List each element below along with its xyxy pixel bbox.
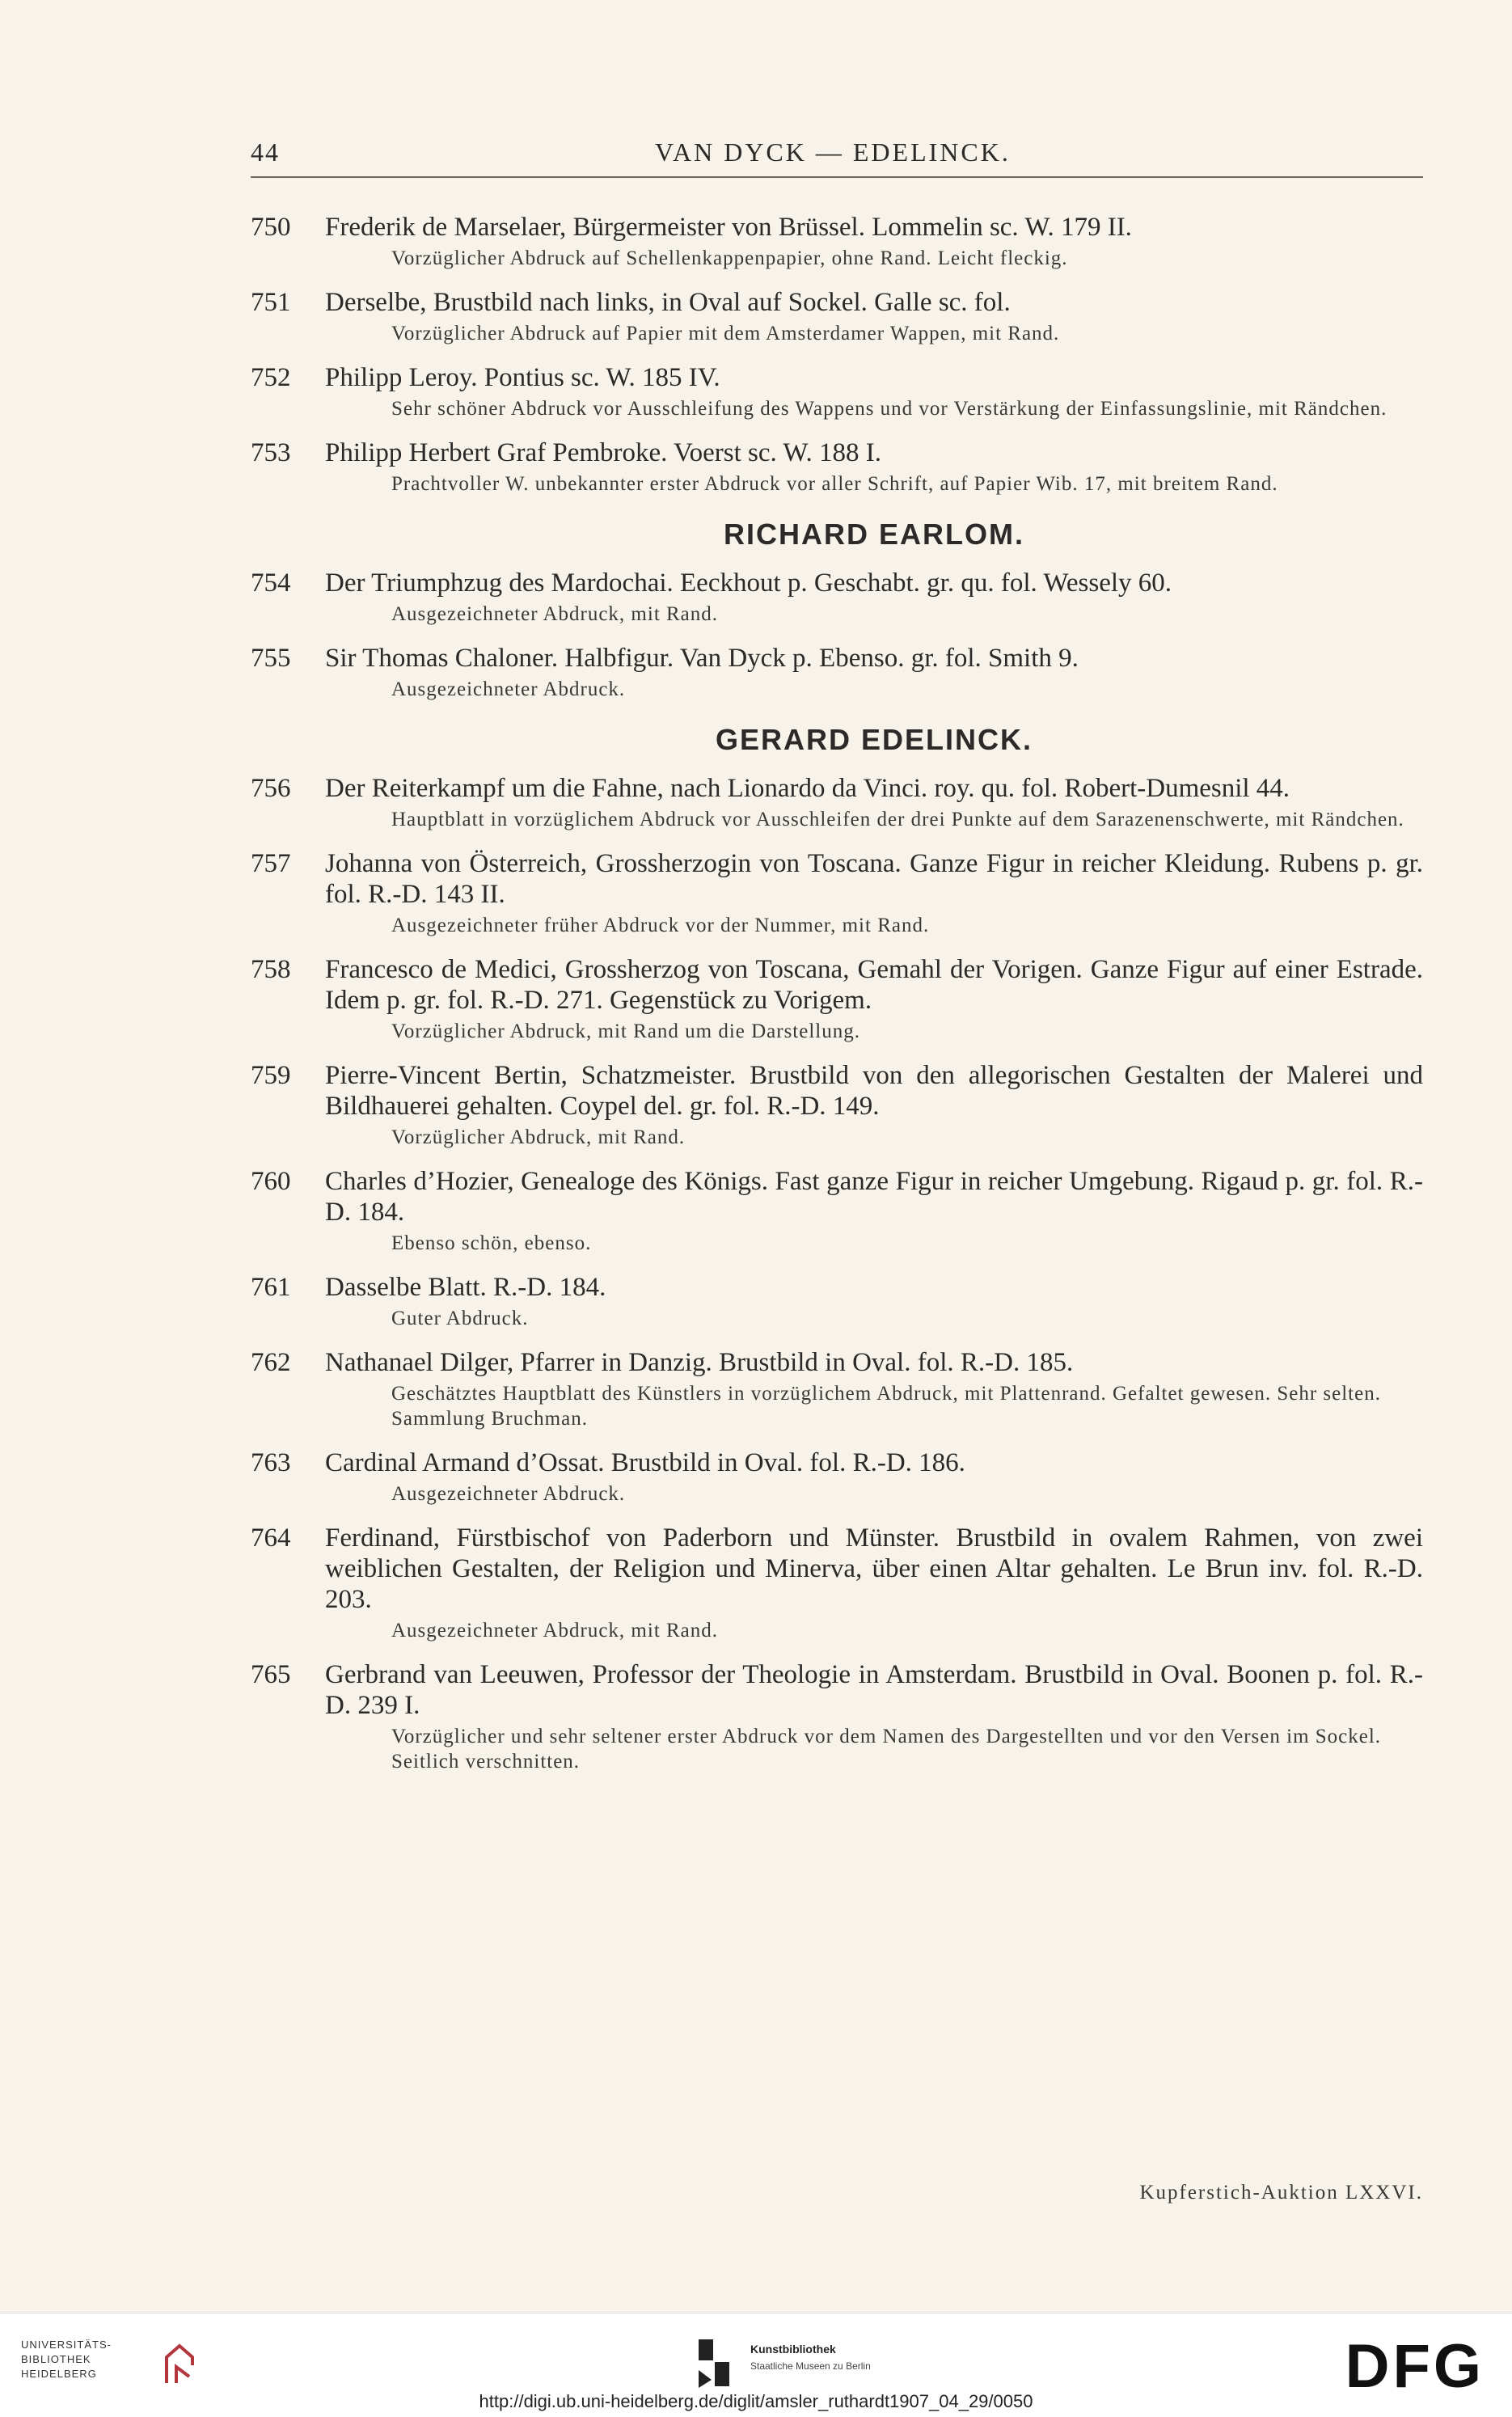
running-title: VAN DYCK — EDELINCK. bbox=[655, 137, 1011, 167]
entry-number: 765 bbox=[251, 1660, 291, 1689]
catalog-entry bbox=[251, 1447, 1423, 1506]
entry-title: Frederik de Marselaer, Bürgermeister von Brüssel. Lommelin sc. W. 179 II. bbox=[325, 213, 1132, 242]
entry-condition-note: Guter Abdruck. bbox=[391, 1308, 529, 1329]
catalog-entry bbox=[251, 212, 1423, 271]
entry-title: Gerbrand van Leeuwen, Professor der Theologie in Amsterdam. Brustbild in Oval. Boonen p. fol. R.-D. 239 I. bbox=[325, 1660, 1423, 1720]
entry-body bbox=[325, 643, 1423, 702]
entry-body bbox=[325, 1272, 1423, 1331]
entries-earlom bbox=[251, 568, 1423, 702]
catalog-entry bbox=[251, 1523, 1423, 1643]
page-header bbox=[251, 129, 1423, 178]
entry-body bbox=[325, 1447, 1423, 1506]
entry-body bbox=[325, 212, 1423, 271]
entries-edelinck bbox=[251, 773, 1423, 1774]
catalog-entry bbox=[251, 1060, 1423, 1150]
entry-number: 762 bbox=[251, 1348, 291, 1377]
entry-number: 764 bbox=[251, 1523, 291, 1553]
entry-title: Ferdinand, Fürstbischof von Paderborn und Münster. Brustbild in ovalem Rahmen, von zwei weiblichen Gestalten, der Religion und Minerva, über einen Altar gehalten. Le Brun inv. fol. R.-D. 203. bbox=[325, 1523, 1423, 1614]
entry-condition-note: Ausgezeichneter Abdruck. bbox=[391, 1483, 626, 1505]
entry-title: Francesco de Medici, Grossherzog von Toscana, Gemahl der Vorigen. Ganze Figur auf einer Estrade. Idem p. gr. fol. R.-D. 271. Gegenstück zu Vorigem. bbox=[325, 955, 1423, 1015]
permalink-url[interactable]: http://digi.ub.uni-heidelberg.de/diglit/amsler_ruthardt1907_04_29/0050 bbox=[479, 2391, 1033, 2411]
catalog-entry bbox=[251, 362, 1423, 421]
dfg-logo[interactable]: DFG bbox=[1345, 2332, 1485, 2401]
entry-number: 763 bbox=[251, 1448, 291, 1477]
signature-mark: Kupferstich-Auktion LXXVI. bbox=[1139, 2182, 1423, 2204]
entry-title: Derselbe, Brustbild nach links, in Oval auf Sockel. Galle sc. fol. bbox=[325, 288, 1011, 317]
catalog-entry bbox=[251, 848, 1423, 938]
entry-title: Johanna von Österreich, Grossherzogin von Toscana. Ganze Figur in reicher Kleidung. Rubens p. gr. fol. R.-D. 143 II. bbox=[325, 849, 1423, 909]
catalog-entry bbox=[251, 437, 1423, 496]
entry-number: 760 bbox=[251, 1167, 291, 1196]
entry-body bbox=[325, 437, 1423, 496]
header-rule bbox=[251, 176, 1423, 178]
page-number: 44 bbox=[251, 137, 280, 167]
entry-number: 757 bbox=[251, 849, 291, 878]
entries-van-dyck bbox=[251, 212, 1423, 496]
uni-line-2: BIBLIOTHEK bbox=[21, 2353, 91, 2365]
entry-title: Pierre-Vincent Bertin, Schatzmeister. Brustbild von den allegorischen Gestalten der Malerei und Bildhauerei gehalten. Coypel del. gr. fol. R.-D. 149. bbox=[325, 1061, 1423, 1121]
kunstbibliothek-logo[interactable] bbox=[697, 2338, 907, 2394]
entry-title: Nathanael Dilger, Pfarrer in Danzig. Brustbild in Oval. fol. R.-D. 185. bbox=[325, 1348, 1074, 1377]
entry-condition-note: Ausgezeichneter Abdruck. bbox=[391, 678, 626, 700]
uni-line-3: HEIDELBERG bbox=[21, 2368, 97, 2380]
entry-number: 752 bbox=[251, 363, 291, 392]
entry-condition-note: Ebenso schön, ebenso. bbox=[391, 1232, 592, 1254]
kunstbibliothek-subtitle: Staatliche Museen zu Berlin bbox=[750, 2360, 871, 2372]
entry-number: 753 bbox=[251, 438, 291, 467]
entry-condition-note: Prachtvoller W. unbekannter erster Abdruck vor aller Schrift, auf Papier Wib. 17, mit breitem Rand. bbox=[391, 473, 1278, 495]
entry-number: 750 bbox=[251, 213, 291, 242]
kunstbibliothek-name: Kunstbibliothek bbox=[750, 2343, 836, 2356]
entry-number: 751 bbox=[251, 288, 291, 317]
catalog-entry bbox=[251, 1347, 1423, 1431]
digitization-footer bbox=[0, 2313, 1512, 2417]
entry-title: Charles d’Hozier, Genealoge des Königs. Fast ganze Figur in reicher Umgebung. Rigaud p. gr. fol. R.-D. 184. bbox=[325, 1167, 1423, 1227]
catalog-entry bbox=[251, 1272, 1423, 1331]
entry-title: Dasselbe Blatt. R.-D. 184. bbox=[325, 1273, 606, 1302]
kunstbibliothek-mark-icon bbox=[697, 2338, 745, 2391]
entry-title: Der Triumphzug des Mardochai. Eeckhout p. Geschabt. gr. qu. fol. Wessely 60. bbox=[325, 568, 1172, 598]
entry-body bbox=[325, 954, 1423, 1044]
catalog-entry bbox=[251, 1166, 1423, 1256]
entry-condition-note: Vorzüglicher Abdruck auf Schellenkappenpapier, ohne Rand. Leicht fleckig. bbox=[391, 247, 1068, 269]
entry-body bbox=[325, 1523, 1423, 1643]
uni-line-1: UNIVERSITÄTS- bbox=[21, 2339, 112, 2351]
entry-condition-note: Hauptblatt in vorzüglichem Abdruck vor Ausschleifen der drei Punkte auf dem Sarazenenschwerte, mit Rändchen. bbox=[391, 809, 1404, 830]
entry-body bbox=[325, 1347, 1423, 1431]
entry-number: 758 bbox=[251, 955, 291, 984]
catalog-entry bbox=[251, 1659, 1423, 1774]
entry-body bbox=[325, 848, 1423, 938]
entry-title: Der Reiterkampf um die Fahne, nach Lionardo da Vinci. roy. qu. fol. Robert-Dumesnil 44. bbox=[325, 774, 1290, 803]
catalog-entry bbox=[251, 954, 1423, 1044]
entry-condition-note: Vorzüglicher Abdruck auf Papier mit dem Amsterdamer Wappen, mit Rand. bbox=[391, 323, 1060, 344]
entry-title: Philipp Herbert Graf Pembroke. Voerst sc. W. 188 I. bbox=[325, 438, 882, 467]
entry-body bbox=[325, 1659, 1423, 1774]
entry-condition-note: Vorzüglicher und sehr seltener erster Abdruck vor dem Namen des Dargestellten und vor den Versen im Sockel. Seitlich verschnitten. bbox=[391, 1726, 1382, 1773]
entry-body bbox=[325, 568, 1423, 627]
entry-condition-note: Vorzüglicher Abdruck, mit Rand um die Darstellung. bbox=[391, 1020, 860, 1042]
catalog-entry bbox=[251, 643, 1423, 702]
entry-condition-note: Ausgezeichneter früher Abdruck vor der Nummer, mit Rand. bbox=[391, 915, 930, 936]
catalog-entry bbox=[251, 773, 1423, 832]
entry-number: 754 bbox=[251, 568, 291, 598]
entry-condition-note: Ausgezeichneter Abdruck, mit Rand. bbox=[391, 603, 719, 625]
catalog-content bbox=[251, 212, 1423, 1790]
entry-number: 761 bbox=[251, 1273, 291, 1302]
entry-number: 756 bbox=[251, 774, 291, 803]
entry-body bbox=[325, 287, 1423, 346]
university-emblem-icon bbox=[160, 2341, 199, 2388]
entry-body bbox=[325, 1166, 1423, 1256]
entry-body bbox=[325, 773, 1423, 832]
university-library-logo[interactable] bbox=[21, 2338, 199, 2394]
catalog-entry bbox=[251, 287, 1423, 346]
entry-body bbox=[325, 1060, 1423, 1150]
entry-title: Philipp Leroy. Pontius sc. W. 185 IV. bbox=[325, 363, 720, 392]
entry-condition-note: Vorzüglicher Abdruck, mit Rand. bbox=[391, 1126, 686, 1148]
university-library-text bbox=[21, 2338, 150, 2381]
entry-condition-note: Ausgezeichneter Abdruck, mit Rand. bbox=[391, 1620, 719, 1642]
entry-number: 755 bbox=[251, 644, 291, 673]
entry-condition-note: Sehr schöner Abdruck vor Ausschleifung des Wappens und vor Verstärkung der Einfassungslinie, mit Rändchen. bbox=[391, 398, 1387, 420]
entry-condition-note: Geschätztes Hauptblatt des Künstlers in vorzüglichem Abdruck, mit Plattenrand. Gefaltet gewesen. Sehr selten. Sammlung Bruchman. bbox=[391, 1383, 1381, 1430]
entry-body bbox=[325, 362, 1423, 421]
entry-number: 759 bbox=[251, 1061, 291, 1090]
section-heading-edelinck: GERARD EDELINCK. bbox=[715, 723, 1033, 756]
catalog-entry bbox=[251, 568, 1423, 627]
entry-title: Cardinal Armand d’Ossat. Brustbild in Oval. fol. R.-D. 186. bbox=[325, 1448, 965, 1477]
section-heading-earlom: RICHARD EARLOM. bbox=[724, 518, 1024, 551]
entry-title: Sir Thomas Chaloner. Halbfigur. Van Dyck p. Ebenso. gr. fol. Smith 9. bbox=[325, 644, 1079, 673]
